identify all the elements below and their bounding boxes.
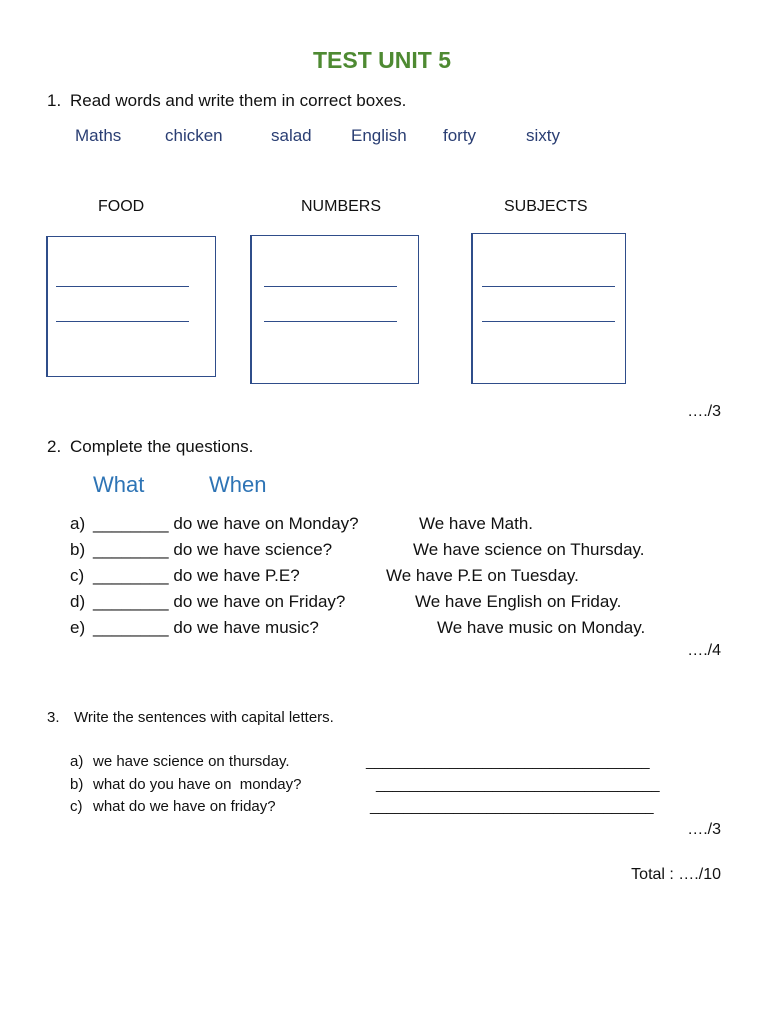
q2-item-b-letter: b) [70,540,86,559]
q3-instruction: Write the sentences with capital letters. [74,709,334,726]
q3-item-c-blank[interactable]: __________________________________ [370,798,654,815]
word-forty: forty [443,126,477,145]
q1-score: …./3 [687,403,721,420]
q2-item-a-letter: a) [70,514,86,533]
category-numbers-label: NUMBERS [301,198,382,215]
q2-item-a-question[interactable]: ________ do we have on Monday? [93,514,359,533]
q2-score: …./4 [687,642,721,659]
subjects-box[interactable] [471,233,626,384]
category-food-label: FOOD [98,198,145,215]
q3-item-a-sentence: we have science on thursday. [93,753,290,770]
total-score: Total : …./10 [631,866,721,883]
word-sixty: sixty [526,126,560,145]
subjects-blank-2[interactable] [482,321,615,322]
q2-item-d-answer: We have English on Friday. [415,592,622,611]
q2-item-e-letter: e) [70,618,86,637]
q2-item-e-question[interactable]: ________ do we have music? [93,618,319,637]
page-title: TEST UNIT 5 [313,47,452,73]
food-box[interactable] [46,236,216,377]
q2-number: 2. [47,437,62,456]
q3-item-b-blank[interactable]: __________________________________ [376,776,660,793]
numbers-blank-2[interactable] [264,321,397,322]
q2-item-b-answer: We have science on Thursday. [413,540,645,559]
word-chicken: chicken [165,126,223,145]
q2-item-a-answer: We have Math. [419,514,534,533]
numbers-blank-1[interactable] [264,286,397,287]
food-blank-1[interactable] [56,286,189,287]
q2-item-b-question[interactable]: ________ do we have science? [93,540,333,559]
subjects-blank-1[interactable] [482,286,615,287]
q2-item-d-letter: d) [70,592,86,611]
word-salad: salad [271,126,312,145]
numbers-box[interactable] [250,235,419,384]
q1-instruction: Read words and write them in correct boxes. [70,91,407,110]
q2-item-c-answer: We have P.E on Tuesday. [386,566,579,585]
word-maths: Maths [75,126,122,145]
q2-item-c-letter: c) [70,566,85,585]
option-what: What [93,472,145,497]
q2-item-d-question[interactable]: ________ do we have on Friday? [93,592,346,611]
q3-item-a-blank[interactable]: __________________________________ [366,753,650,770]
q2-item-c-question[interactable]: ________ do we have P.E? [93,566,300,585]
food-blank-2[interactable] [56,321,189,322]
q3-item-b-sentence: what do you have on monday? [93,776,302,793]
q2-item-e-answer: We have music on Monday. [437,618,646,637]
category-subjects-label: SUBJECTS [504,198,588,215]
word-english: English [351,126,407,145]
q3-item-b-letter: b) [70,776,84,793]
option-when: When [209,472,267,497]
q2-instruction: Complete the questions. [70,437,254,456]
q3-item-c-letter: c) [70,798,83,815]
q1-number: 1. [47,91,62,110]
q3-item-c-sentence: what do we have on friday? [93,798,276,815]
q3-item-a-letter: a) [70,753,84,770]
q3-number: 3. [47,709,60,726]
q3-score: …./3 [687,821,721,838]
